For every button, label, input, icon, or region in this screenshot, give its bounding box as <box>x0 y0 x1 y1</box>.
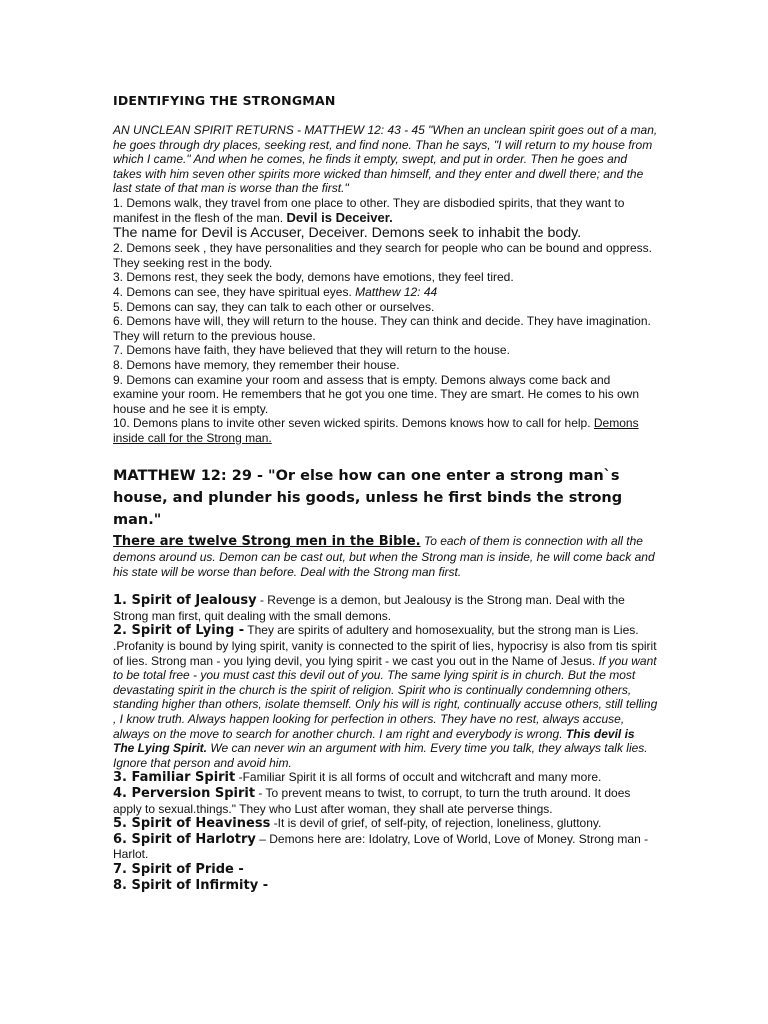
twelve-strongmen-paragraph <box>113 534 658 579</box>
point-10-text: 10. Demons plans to invite other seven wicked spirits. Demons knows how to call for help. <box>113 416 594 431</box>
point-4-ref: Matthew 12: 44 <box>355 284 438 299</box>
spirit-2-text: They are spirits of adultery and homosexuality, but the strong man is Lies. .Profanity is bound by lying spirit, vanity is connected to the spirit of lies, hypocrisy is also from tis spirit of lies. Strong man - you lying devil, you lying spirit - we cast you out in the Name of Jesus. <box>113 623 657 668</box>
spirit-1 <box>113 593 658 623</box>
spirit-1-heading: 1. Spirit of Jealousy <box>113 593 257 609</box>
point-5: 5. Demons can say, they can talk to each other or ourselves. <box>113 299 435 314</box>
document-page <box>113 93 658 893</box>
point-1-bold: Devil is Deceiver. <box>286 209 393 225</box>
point-1-text: 1. Demons walk, they travel from one place to other. They are disbodied spirits, that they want to manifest in the flesh of the man. <box>113 195 625 225</box>
spirit-1-text: - Revenge is a demon, but Jealousy is the Strong man. Deal with the Strong man first, quit dealing with the small demons. <box>113 593 625 623</box>
spirit-2-bold: This devil is The Lying Spirit. <box>113 726 635 756</box>
point-9: 9. Demons can examine your room and assess that is empty. Demons always come back and examine your room. He remembers that he got you one time. They are smart. He comes to his own house and he see it is empty. <box>113 372 640 416</box>
spirit-2 <box>113 623 658 770</box>
spirit-8 <box>113 878 658 894</box>
spirit-2-italic: If you want to be total free - you must cast this devil out of you. The same lying spirit is in church. But the most devastating spirit in the church is the spirit of religion. Spirit who is continually condemning others, standing higher than others, isolate themself. Only his will is right, continually accuse others, still telling , I know truth. Always happen looking for perfection in others. They have no rest, always accuse, always on the move to search for another church. I am right and everybody is wrong. <box>113 653 658 741</box>
point-2: 2. Demons seek , they have personalities and they search for people who can be bound and oppress. They seeking rest in the body. <box>113 241 653 270</box>
spirit-6 <box>113 832 658 862</box>
spirit-2-heading: 2. Spirit of Lying - <box>113 623 245 639</box>
point-4 <box>113 285 658 300</box>
point-10 <box>113 416 658 445</box>
accuser-line: The name for Devil is Accuser, Deceiver. Demons seek to inhabit the body. <box>113 225 582 242</box>
intro-paragraph: AN UNCLEAN SPIRIT RETURNS - MATTHEW 12: 43 - 45 "When an unclean spirit goes out of a man, he goes through dry places, seeking rest, and find none. Than he says, "I will return to my house from which I came." And when he comes, he finds it empty, swept, and put in order. Then he goes and takes with him seven other spirits more wicked than himself, and they enter and dwell there; and the last state of that man is worse than the first." <box>113 123 658 196</box>
spirit-4-heading: 4. Perversion Spirit <box>113 785 256 801</box>
spirit-4-text: - To prevent means to twist, to corrupt, to turn the truth around. It does apply to sexual.things." They who Lust after woman, they shall ate perverse things. <box>113 785 631 816</box>
spirit-3-text: -Familiar Spirit it is all forms of occult and witchcraft and many more. <box>235 770 602 785</box>
spirit-6-heading: 6. Spirit of Harlotry <box>113 831 256 847</box>
spirit-2-end: We can never win an argument with him. Every time you talk, they always talk lies. Ignore that person and avoid him. <box>113 741 648 770</box>
point-6: 6. Demons have will, they will return to the house. They can think and decide. They have imagination. They will return to the previous house. <box>113 314 651 343</box>
spirit-4 <box>113 786 658 816</box>
spirit-7 <box>113 862 658 878</box>
document-title: IDENTIFYING THE STRONGMAN <box>113 93 336 108</box>
spirit-7-heading: 7. Spirit of Pride - <box>113 861 244 877</box>
spirit-3 <box>113 770 658 786</box>
spirit-6-text: – Demons here are: Idolatry, Love of World, Love of Money. Strong man - Harlot. <box>113 831 649 862</box>
point-4-text: 4. Demons can see, they have spiritual eyes. <box>113 284 356 299</box>
twelve-strongmen-heading: There are twelve Strong men in the Bible. <box>113 534 421 550</box>
point-3: 3. Demons rest, they seek the body, demons have emotions, they feel tired. <box>113 270 514 285</box>
point-8: 8. Demons have memory, they remember their house. <box>113 357 400 372</box>
spacer <box>113 579 658 593</box>
point-7: 7. Demons have faith, they have believed that they will return to the house. <box>113 343 510 358</box>
spirit-3-heading: 3. Familiar Spirit <box>113 770 236 786</box>
spirit-5-text: -It is devil of grief, of self-pity, of rejection, loneliness, gluttony. <box>270 816 602 831</box>
twelve-strongmen-text: To each of them is connection with all the demons around us. Demon can be cast out, but when the Strong man is inside, he will come back and his state will be worse than before. Deal with the Strong man first. <box>113 534 655 579</box>
spirit-8-heading: 8. Spirit of Infirmity - <box>113 877 269 893</box>
spirit-5 <box>113 816 658 832</box>
point-1 <box>113 196 658 225</box>
matthew-heading: MATTHEW 12: 29 - "Or else how can one enter a strong man`s house, and plunder his goods, unless he first binds the strong man." <box>113 468 623 529</box>
point-10-underlined: Demons inside call for the Strong man. <box>113 416 639 445</box>
spirit-5-heading: 5. Spirit of Heaviness <box>113 816 271 832</box>
